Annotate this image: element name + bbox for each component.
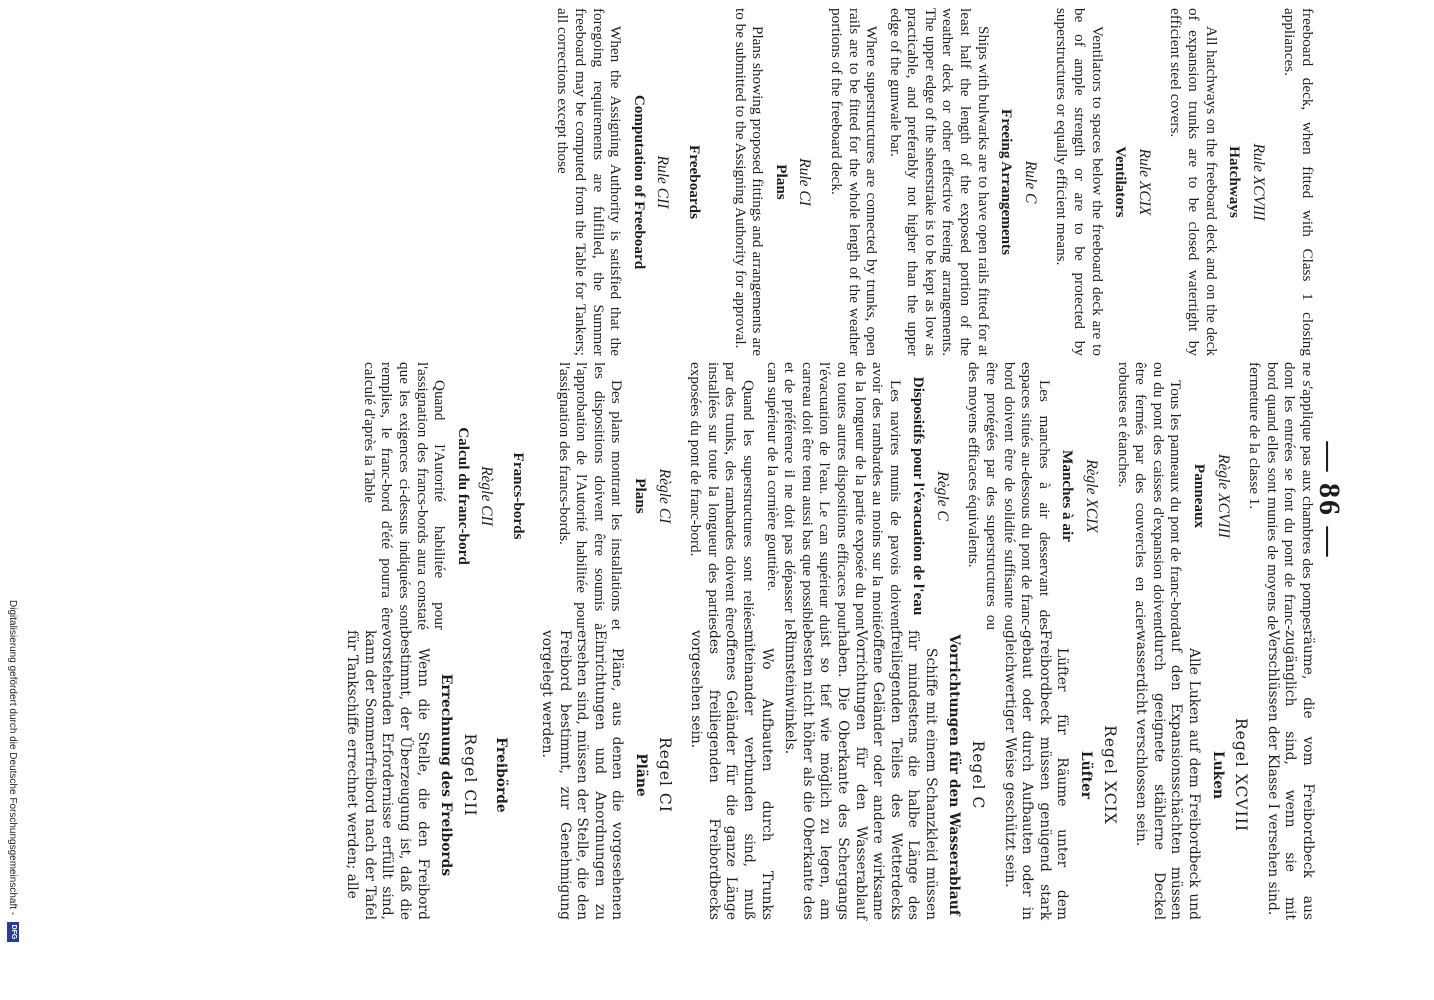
english-rule-100-text-2: Where superstructures are connected by trunks, open rails are to be fitted for the whole length of the weather portions of the freeboard deck. [827, 8, 881, 356]
german-rule-98-title: Regel XCVIII [1232, 717, 1251, 832]
page-number: — 86 — [1313, 441, 1346, 559]
digitization-credit: Digitalisierung gefördert durch die Deutsche Forschungsgemeinschaft - [7, 600, 18, 916]
german-rule-102-title: Regel CII [460, 733, 479, 817]
french-rule-98-title: Règle XCVIII [1214, 454, 1232, 538]
english-rule-98-title: Rule XCVIII [1249, 143, 1267, 221]
digitization-footer [2, 600, 26, 1000]
french-rule-99-title: Règle XCIX [1083, 459, 1101, 533]
french-freeboards-heading: Francs-bords [510, 452, 528, 540]
english-column [548, 8, 1316, 356]
french-rule-100 [687, 362, 951, 630]
french-rule-101-text: Des plans montrant les installations et les dispositions doivent être soumis à l'approbation de l'Autorité habilitée pour l'assignation des francs-bords. [555, 362, 626, 630]
german-rule-102-heading: Errechnung des Freibords [438, 673, 455, 877]
german-rule-99-text: Lüfter für Räume unter dem Freibordbeck müssen genügend stark gebaut oder durch Aufbauten oder in gleichwertiger Weise geschützt sein. [1001, 630, 1071, 920]
german-rule-100-text-2: Wo Aufbauten durch Trunks miteinander verbunden sind, muß offenes Geländer für die ganze Länge des freiliegenden Freibordbecks vorgesehen sein. [688, 630, 775, 920]
german-rule-100-text-1: Schiffe mit einem Schanzkleid müssen für mindestens die halbe Länge des freiliegenden Teiles des Wetterdecks offene Geländer oder andere wirksame Vorrichtungen für den Wasserablauf haben. Die Oberkante des Schergangs ist so tief wie möglich zu legen, am besten nicht höher als die Oberkante des Rinnsteinwinkels. [782, 630, 939, 920]
english-rule-100-heading: Freeing Arrangements [998, 108, 1016, 256]
french-freeboards [360, 362, 527, 630]
english-rule-99-title: Rule XCIX [1135, 148, 1153, 216]
dfg-logo-icon: DFG [7, 922, 19, 942]
french-rule-99 [965, 362, 1100, 630]
german-rule-99-heading: Lüfter [1078, 750, 1095, 800]
german-rule-98-heading: Luken [1209, 750, 1226, 800]
english-rule-102-heading: Computation of Freeboard [630, 94, 648, 270]
german-rule-100 [687, 630, 987, 920]
english-rule-98-heading: Hatchways [1226, 146, 1244, 218]
french-rule-100-text-2: Quand les superstructures sont reliées par des trunks, des rambardes doivent être installées sur toute la longueur des parties exposées du pont de franc-bord. [687, 362, 757, 630]
french-rule-100-heading: Dispositifs pour l'évacuation de l'eau [910, 376, 928, 616]
french-rule-100-title: Règle C [933, 471, 951, 521]
german-column [337, 630, 1316, 920]
french-intro: ne s'applique pas aux chambres des pompes dont les entrées se font du pont de franc-bord quand elles sont munies de moyens de fermeture de la classe 1. [1246, 362, 1316, 630]
french-rule-99-heading: Manches à air [1059, 450, 1077, 542]
english-rule-101-text: Plans showing proposed fittings and arrangements are to be submitted to the Assigning Authority for approval. [731, 8, 767, 356]
french-rule-101 [555, 362, 673, 630]
german-freeboards-heading: Freibörde [493, 737, 510, 813]
english-intro: freeboard deck, when fitted with Class 1 closing appliances. [1281, 8, 1316, 356]
english-rule-99-text: Ventilators to spaces below the freeboard deck are to be of ample strength or are to be protected by superstructures or equally efficient means. [1053, 8, 1106, 356]
english-rule-100 [827, 8, 1039, 356]
german-rule-98 [1132, 630, 1250, 920]
english-rule-100-text-1: Ships with bulwarks are to have open rails fitted for at least half the length of the exposed portion of the weather deck or other effective freeing arrangements. The upper edge of the sheerstrake is to be kept as low as practicable, and preferably not higher than the upper edge of the gunwale bar. [886, 8, 992, 356]
french-rule-99-text: Les manches à air desservant des espaces situés au-dessous du pont de franc-bord doivent être de solidité suffisante ou être protégées par des superstructures ou des moyens efficaces équivalents. [965, 362, 1053, 630]
french-rule-98-text: Tous les panneaux du pont de franc-bord ou du pont des caisses d'expansion doivent être fermés par des couvercles en acier robustes et étanches. [1114, 362, 1185, 630]
english-freeboards [554, 8, 703, 356]
german-rule-100-heading: Vorrichtungen für den Wasserablauf [946, 634, 963, 916]
english-rule-102-text: When the Assigning Authority is satisfied that the foregoing requirements are fulfilled, the Summer freeboard may be computed from the Table for Tankers; all corrections except those [554, 8, 625, 356]
german-intro: räume, die vom Freibordbeck aus zugänglich sind, wenn sie mit Verschlüssen der Klasse I versehen sind. [1264, 630, 1316, 920]
german-rule-101-title: Regel CI [655, 737, 674, 813]
german-rule-101 [537, 630, 672, 920]
german-rule-101-text: Pläne, aus denen die vorgesehenen Einrichtungen und Anordnungen zu ersehen sind, müssen der Stelle, die den Freibord bestimmt, zur Genehmigung vorgelegt werden. [539, 630, 626, 920]
english-rule-101-heading: Plans [772, 164, 790, 200]
english-rule-102-title: Rule CII [654, 155, 672, 209]
english-rule-98-text: All hatchways on the freeboard deck and on the deck of expansion trunks are to be closed watertight by efficient steel covers. [1167, 8, 1220, 356]
english-rule-101-title: Rule CI [796, 158, 814, 206]
german-rule-100-title: Regel C [969, 740, 988, 810]
english-freeboards-heading: Freeboards [685, 145, 703, 219]
german-rule-102-text: Wenn die Stelle, die den Freibord bestimmt, der Überzeugung ist, daß die vorstehenden Erfordernisse erfüllt sind, kann der Sommerfreibord nach der Tafel für Tankschiffe errechnet werden; alle [344, 630, 431, 920]
french-rule-101-title: Règle CI [655, 468, 673, 524]
german-rule-99-title: Regel XCIX [1100, 725, 1119, 825]
german-rule-98-text: Alle Luken auf dem Freibordbeck und auf den Expansionsschächten müssen durch geeignete stählerne Deckel wasserdicht verschlossen sein. [1133, 630, 1203, 920]
french-rule-101-heading: Plans [632, 478, 649, 514]
english-rule-99-heading: Ventilators [1112, 146, 1130, 218]
german-rule-99 [1000, 630, 1118, 920]
german-freeboards [343, 630, 510, 920]
english-rule-100-title: Rule C [1021, 160, 1039, 204]
german-rule-101-heading: Pläne [633, 753, 649, 797]
french-column [354, 356, 1316, 636]
english-rule-99 [1053, 8, 1153, 356]
french-rule-102-heading: Calcul du franc-bord [454, 427, 472, 565]
french-rule-100-text-1: Les navires munis de pavois doivent avoir des rambardes au moins sur la moitié de la longueur de la partie exposée du pont ou toutes autres dispositions efficaces pour l'évacuation de l'eau. Le can supérieur du carreau doit être tenu aussi bas que possible et de préférence il ne doit pas dépasser le can supérieur de la cornière gouttière. [763, 362, 904, 630]
french-rule-98 [1114, 362, 1232, 630]
english-rule-101 [731, 8, 813, 356]
english-rule-98 [1167, 8, 1267, 356]
french-rule-102-title: Règle CII [478, 466, 496, 526]
french-rule-98-heading: Panneaux [1191, 463, 1209, 529]
french-rule-102-text: Quand l'Autorité habilitée pour l'assignation des francs-bords aura constaté que les exigences ci-dessus indiquées sont remplies, le franc-bord d'été pourra être calculé d'après la Table [360, 362, 449, 630]
